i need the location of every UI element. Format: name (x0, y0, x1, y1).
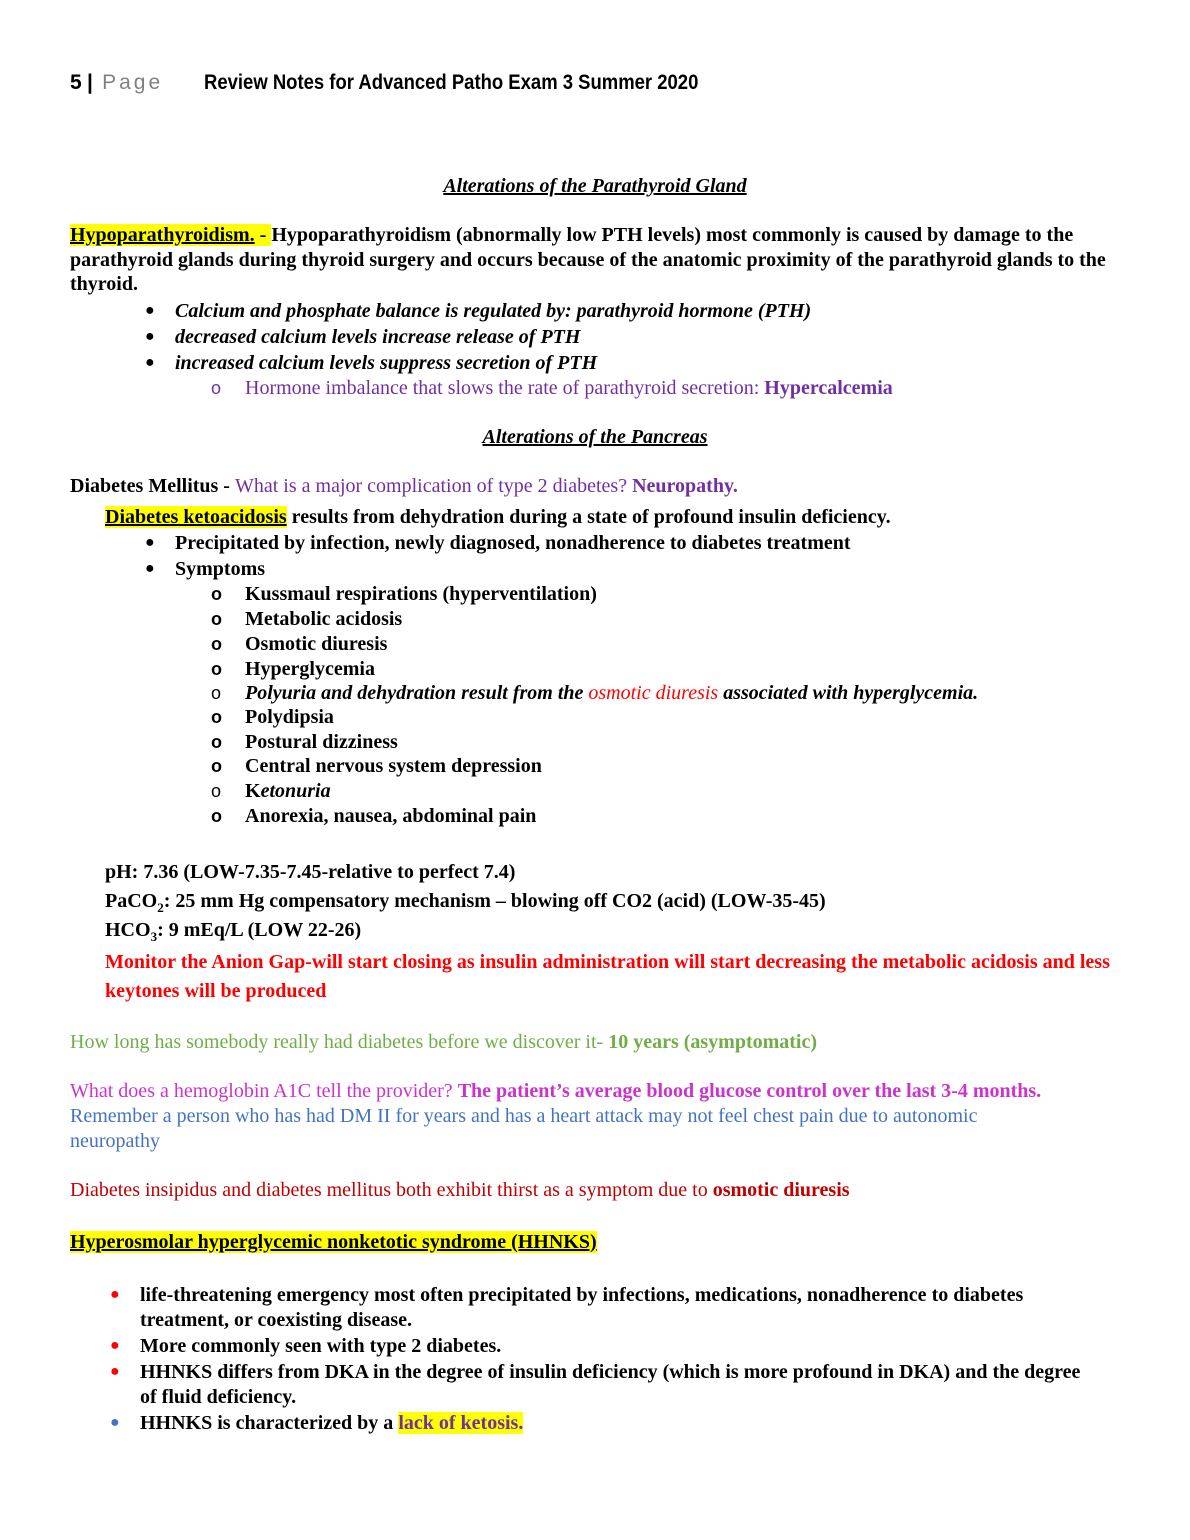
lab-ph: pH: 7.36 (LOW-7.35-7.45-relative to perfect 7.4) (105, 861, 516, 883)
circle-bullet-icon: o (211, 609, 222, 629)
lab-hco3: $HCO_3$: 9 mEq/L (LOW 22-26) (105, 919, 362, 944)
circle-bullet-icon: o (211, 732, 222, 752)
circle-bullet-icon: o (211, 781, 222, 801)
bullet-icon: ● (110, 1414, 120, 1431)
lack-of-ketosis-highlight: lack of ketosis. (398, 1412, 524, 1434)
circle-bullet-icon: o (211, 378, 222, 398)
osmotic-diuresis-highlight: osmotic diuresis (588, 682, 719, 704)
ten-years-answer: 10 years (asymptomatic) (608, 1031, 818, 1053)
symptom-item: o Metabolic acidosis (211, 608, 403, 630)
hhnks-title: Hyperosmolar hyperglycemic nonketotic syndrome (HHNKS) (70, 1231, 597, 1253)
list-item: ● Symptoms (145, 558, 266, 580)
sub-list-item: o Hormone imbalance that slows the rate of parathyroid secretion: Hypercalcemia (211, 377, 893, 399)
hypoparathyroidism-term: Hypoparathyroidism. (70, 224, 255, 246)
list-item: ● Calcium and phosphate balance is regulated by: parathyroid hormone (PTH) (145, 300, 812, 322)
how-long-line: How long has somebody really had diabetes before we discover it- 10 years (asymptomatic) (70, 1031, 818, 1053)
bullet-icon: ● (110, 1337, 120, 1354)
hhnks-list-item: ● HHNKS is characterized by a lack of ketosis. (110, 1412, 524, 1434)
neuropathy-answer: Neuropathy. (632, 475, 738, 497)
hypoparathyroidism-definition: Hypoparathyroidism (abnormally low PTH levels) most commonly is caused by damage to the parathyroid glands during thyroid surgery and occurs because of the anatomic proximity of the parathyroid glands to the thyroid. (70, 224, 1106, 295)
a1c-line: What does a hemoglobin A1C tell the provider? The patient’s average blood glucose control over the last 3-4 months. (70, 1080, 1042, 1102)
remember-note: Remember a person who has had DM II for years and has a heart attack may not feel chest pain due to autonomic neuropathy (70, 1105, 978, 1152)
page-number: 5 (70, 71, 82, 94)
a1c-answer: The patient’s average blood glucose control over the last 3-4 months. (457, 1080, 1042, 1102)
hypercalcemia-answer: Hypercalcemia (764, 377, 893, 399)
circle-bullet-icon: o (211, 756, 222, 776)
section-title-pancreas: Alterations of the Pancreas (482, 426, 708, 448)
hhnks-list-item: ● life-threatening emergency most often precipitated by infections, medications, nonadherence to diabetes treatment, or coexisting disease. (110, 1284, 1024, 1331)
list-item: ● Precipitated by infection, newly diagnosed, nonadherence to diabetes treatment (145, 532, 851, 554)
symptom-item: o Polydipsia (211, 706, 334, 728)
bullet-icon: ● (110, 1363, 120, 1380)
dka-term: Diabetes ketoacidosis (105, 506, 287, 528)
symptom-item-ketonuria: o Ketonuria (211, 780, 331, 802)
insipidus-answer: osmotic diuresis (712, 1179, 850, 1201)
symptom-item: o Postural dizziness (211, 731, 398, 753)
circle-bullet-icon: o (211, 584, 222, 604)
circle-bullet-icon: o (211, 659, 222, 679)
document-title: Review Notes for Advanced Patho Exam 3 Summer 2020 (204, 71, 699, 94)
anion-gap-note: Monitor the Anion Gap-will start closing as insulin administration will start decreasing the metabolic acidosis and less keytones will be produced (105, 951, 1110, 1002)
bullet-icon: ● (145, 302, 155, 319)
symptom-item-polyuria: o Polyuria and dehydration result from the osmotic diuresis associated with hyperglycemia. (211, 682, 979, 704)
bullet-icon: ● (145, 328, 155, 345)
circle-bullet-icon: o (211, 707, 222, 727)
circle-bullet-icon: o (211, 634, 222, 654)
symptom-item: o Central nervous system depression (211, 755, 542, 777)
header-separator: | (86, 71, 93, 94)
hhnks-list-item: ● More commonly seen with type 2 diabetes. (110, 1335, 502, 1357)
bullet-icon: ● (145, 354, 155, 371)
lab-paco2: PaCO$_2$: 25 mm Hg compensatory mechanism – blowing off CO2 (acid) (LOW-35-45) (105, 890, 826, 915)
page-label: Page (102, 71, 164, 94)
symptom-item: o Hyperglycemia (211, 658, 375, 680)
bullet-icon: ● (145, 534, 155, 551)
bullet-icon: ● (110, 1286, 120, 1303)
circle-bullet-icon: o (211, 683, 222, 703)
section-title-parathyroid: Alterations of the Parathyroid Gland (443, 175, 747, 197)
hypoparathyroidism-paragraph (70, 223, 1120, 297)
hhnks-title-line (70, 1230, 597, 1254)
hhnks-list-item: ● HHNKS differs from DKA in the degree of insulin deficiency (which is more profound in DKA) and the degree of fluid deficiency. (110, 1361, 1081, 1408)
list-item: ● decreased calcium levels increase release of PTH (145, 326, 581, 348)
dka-line: Diabetes ketoacidosis results from dehydration during a state of profound insulin deficiency. (105, 506, 891, 528)
page-header (70, 70, 766, 95)
symptom-item: o Kussmaul respirations (hyperventilation) (211, 583, 597, 605)
bullet-icon: ● (145, 560, 155, 577)
circle-bullet-icon: o (211, 806, 222, 826)
symptom-item: o Anorexia, nausea, abdominal pain (211, 805, 537, 827)
diabetes-mellitus-line: Diabetes Mellitus - What is a major complication of type 2 diabetes? Neuropathy. (70, 475, 738, 497)
symptom-item: o Osmotic diuresis (211, 633, 388, 655)
insipidus-line: Diabetes insipidus and diabetes mellitus both exhibit thirst as a symptom due to osmotic diuresis (70, 1179, 850, 1201)
list-item: ● increased calcium levels suppress secretion of PTH (145, 352, 598, 374)
term-dash: - (254, 224, 272, 246)
